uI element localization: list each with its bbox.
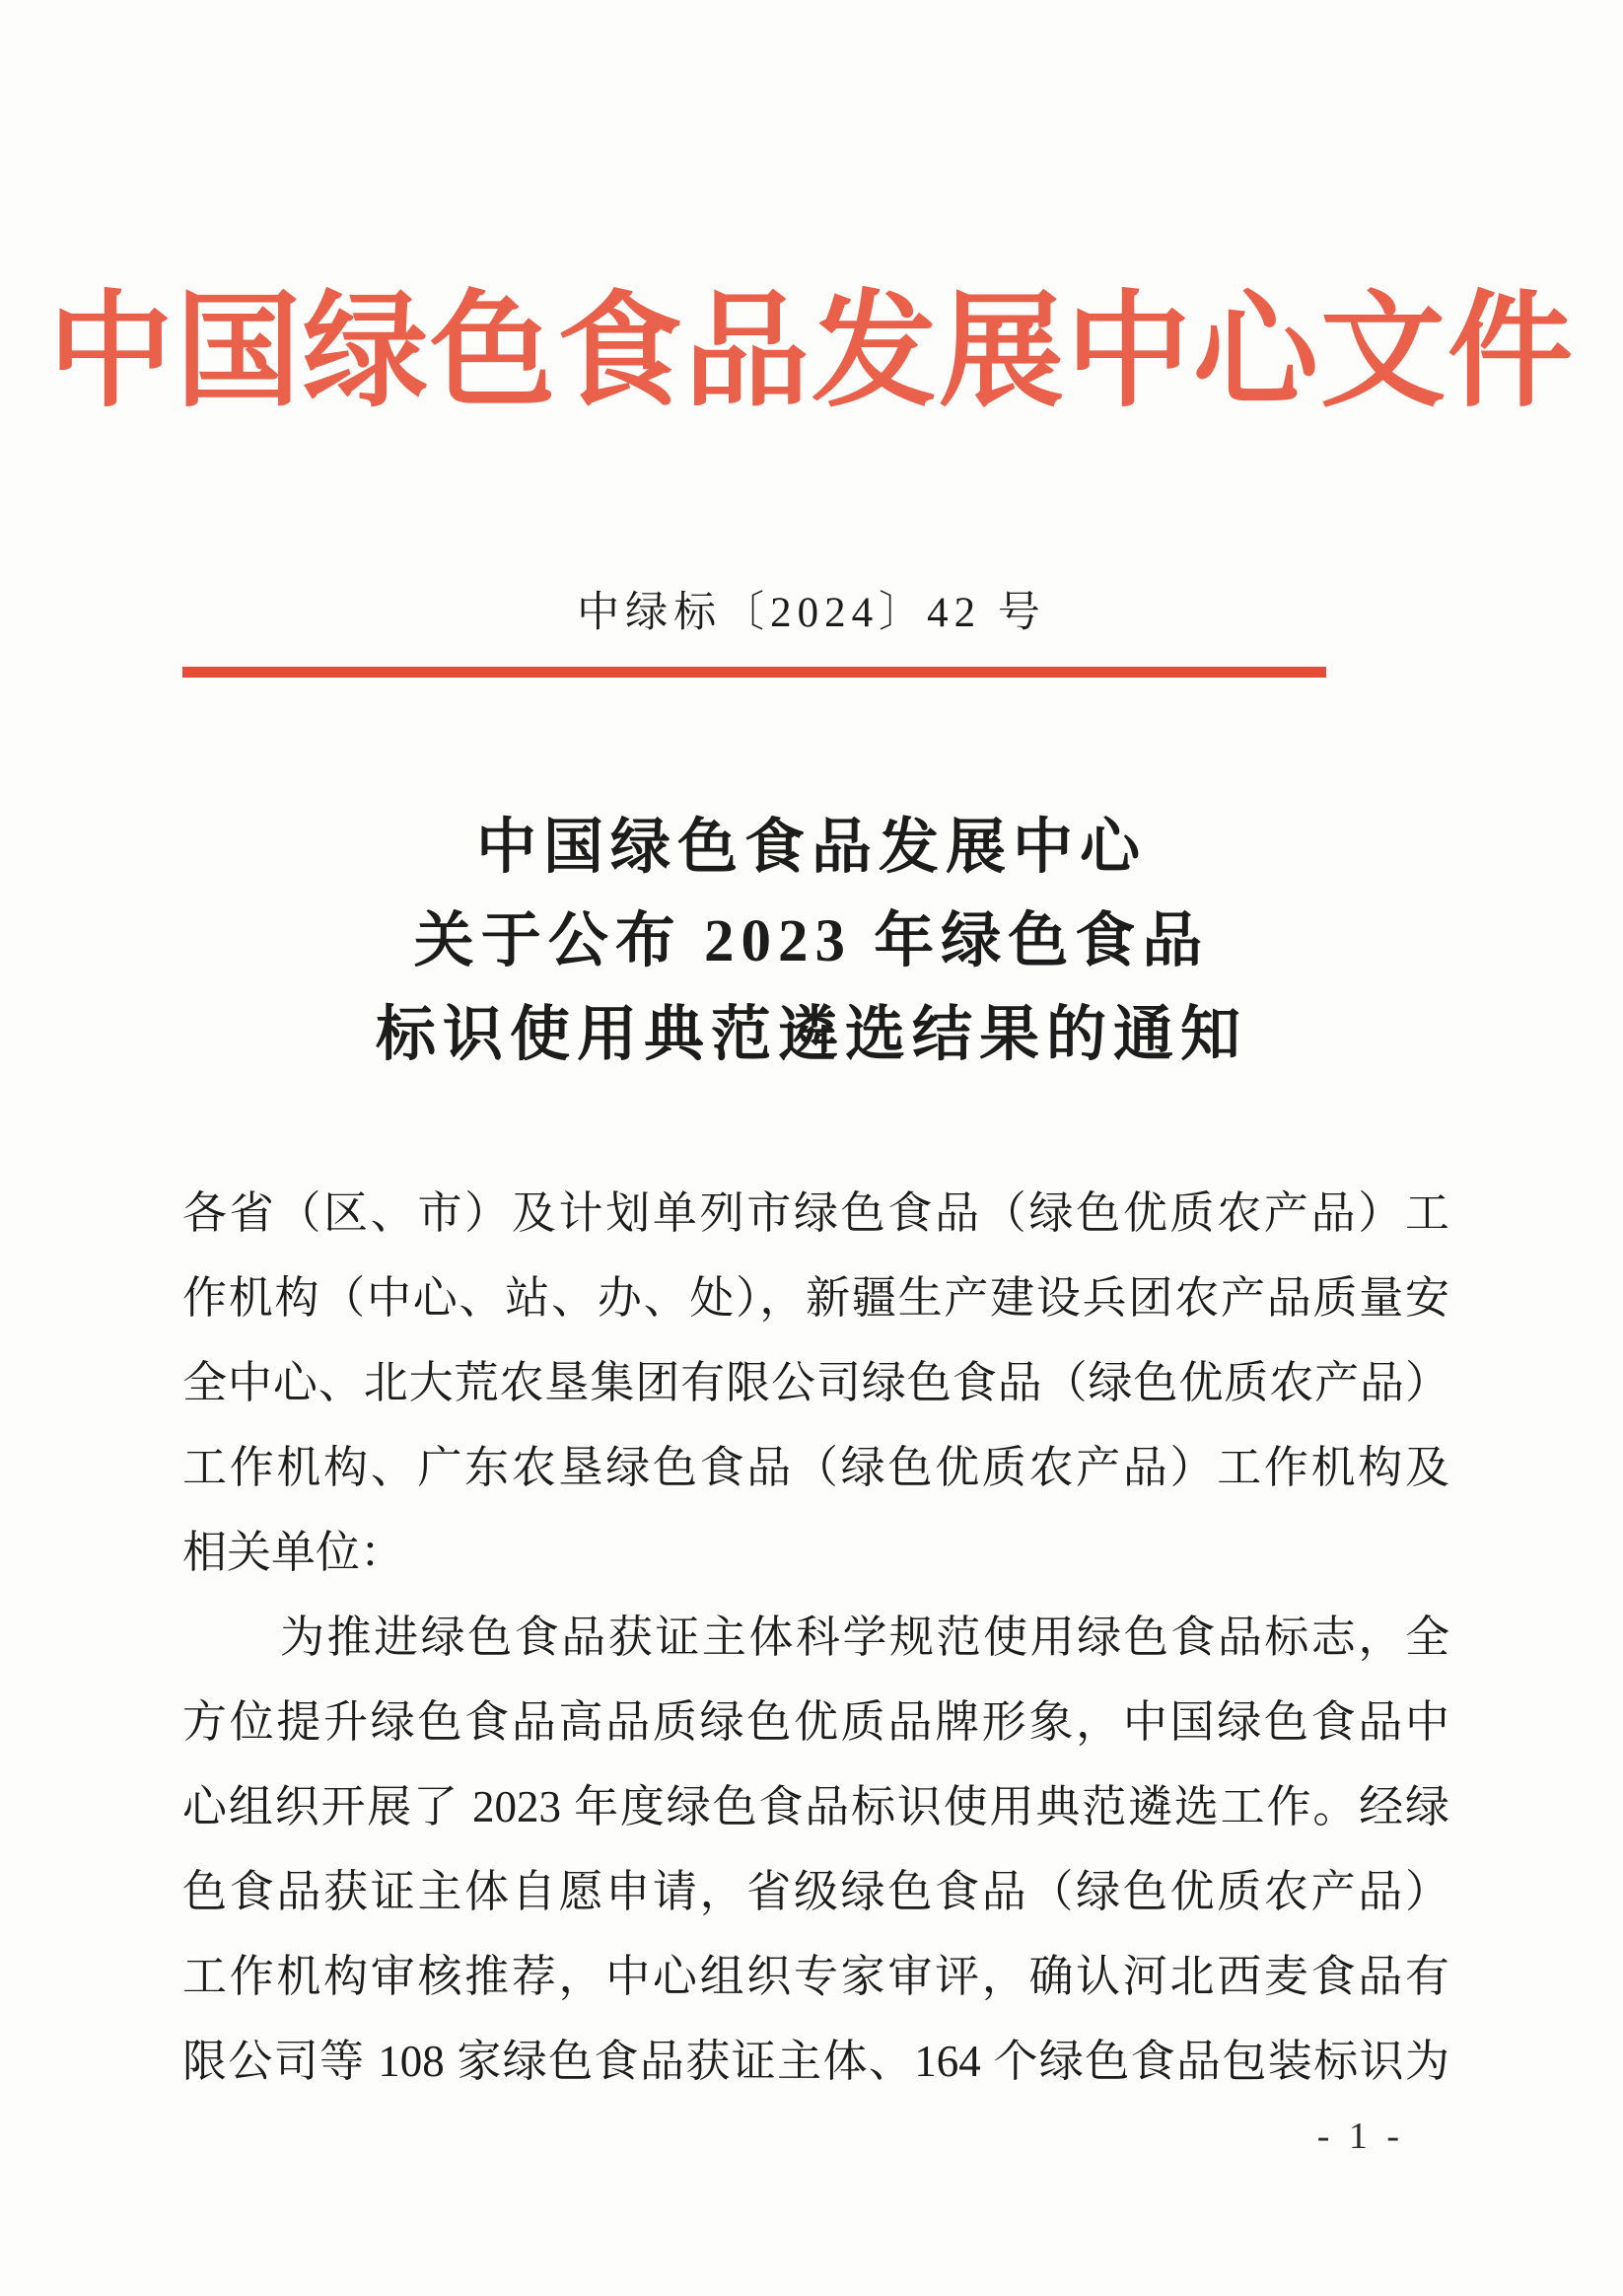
document-title-line-1: 中国绿色食品发展中心 <box>475 815 1147 881</box>
body-line: 工作机构、广东农垦绿色食品（绿色优质农产品）工作机构及 <box>182 1443 1449 1492</box>
body-line: 相关单位： <box>182 1528 405 1577</box>
document-title-line-3: 标识使用典范遴选结果的通知 <box>375 1002 1247 1068</box>
document-body <box>182 1171 1449 2104</box>
body-line: 心组织开展了 2023 年度绿色食品标识使用典范遴选工作。经绿 <box>182 1782 1449 1831</box>
red-divider-rule <box>182 667 1326 678</box>
body-line: 方位提升绿色食品高品质绿色优质品牌形象，中国绿色食品中 <box>182 1697 1449 1747</box>
body-line: 工作机构审核推荐，中心组织专家审评，确认河北西麦食品有 <box>182 1952 1449 2001</box>
body-line: 全中心、北大荒农垦集团有限公司绿色食品（绿色优质农产品） <box>182 1358 1449 1407</box>
doc-number: 中绿标〔2024〕42 号 <box>577 590 1046 636</box>
body-line: 色食品获证主体自愿申请，省级绿色食品（绿色优质农产品） <box>182 1867 1449 1916</box>
main-paragraph <box>182 1595 1449 2104</box>
document-title <box>0 801 1623 1082</box>
addressees-paragraph <box>182 1171 1449 1595</box>
body-line: 作机构（中心、站、办、处），新疆生产建设兵团农产品质量安 <box>182 1273 1449 1323</box>
body-line: 各省（区、市）及计划单列市绿色食品（绿色优质农产品）工 <box>182 1188 1449 1238</box>
page-number: - 1 - <box>1316 2116 1404 2157</box>
red-header-title: 中国绿色食品发展中心文件 <box>47 284 1575 422</box>
body-line: 为推进绿色食品获证主体科学规范使用绿色食品标志，全 <box>280 1613 1449 1662</box>
document-title-line-2: 关于公布 2023 年绿色食品 <box>413 908 1210 974</box>
body-line: 限公司等 108 家绿色食品获证主体、164 个绿色食品包装标识为 <box>182 2037 1449 2086</box>
